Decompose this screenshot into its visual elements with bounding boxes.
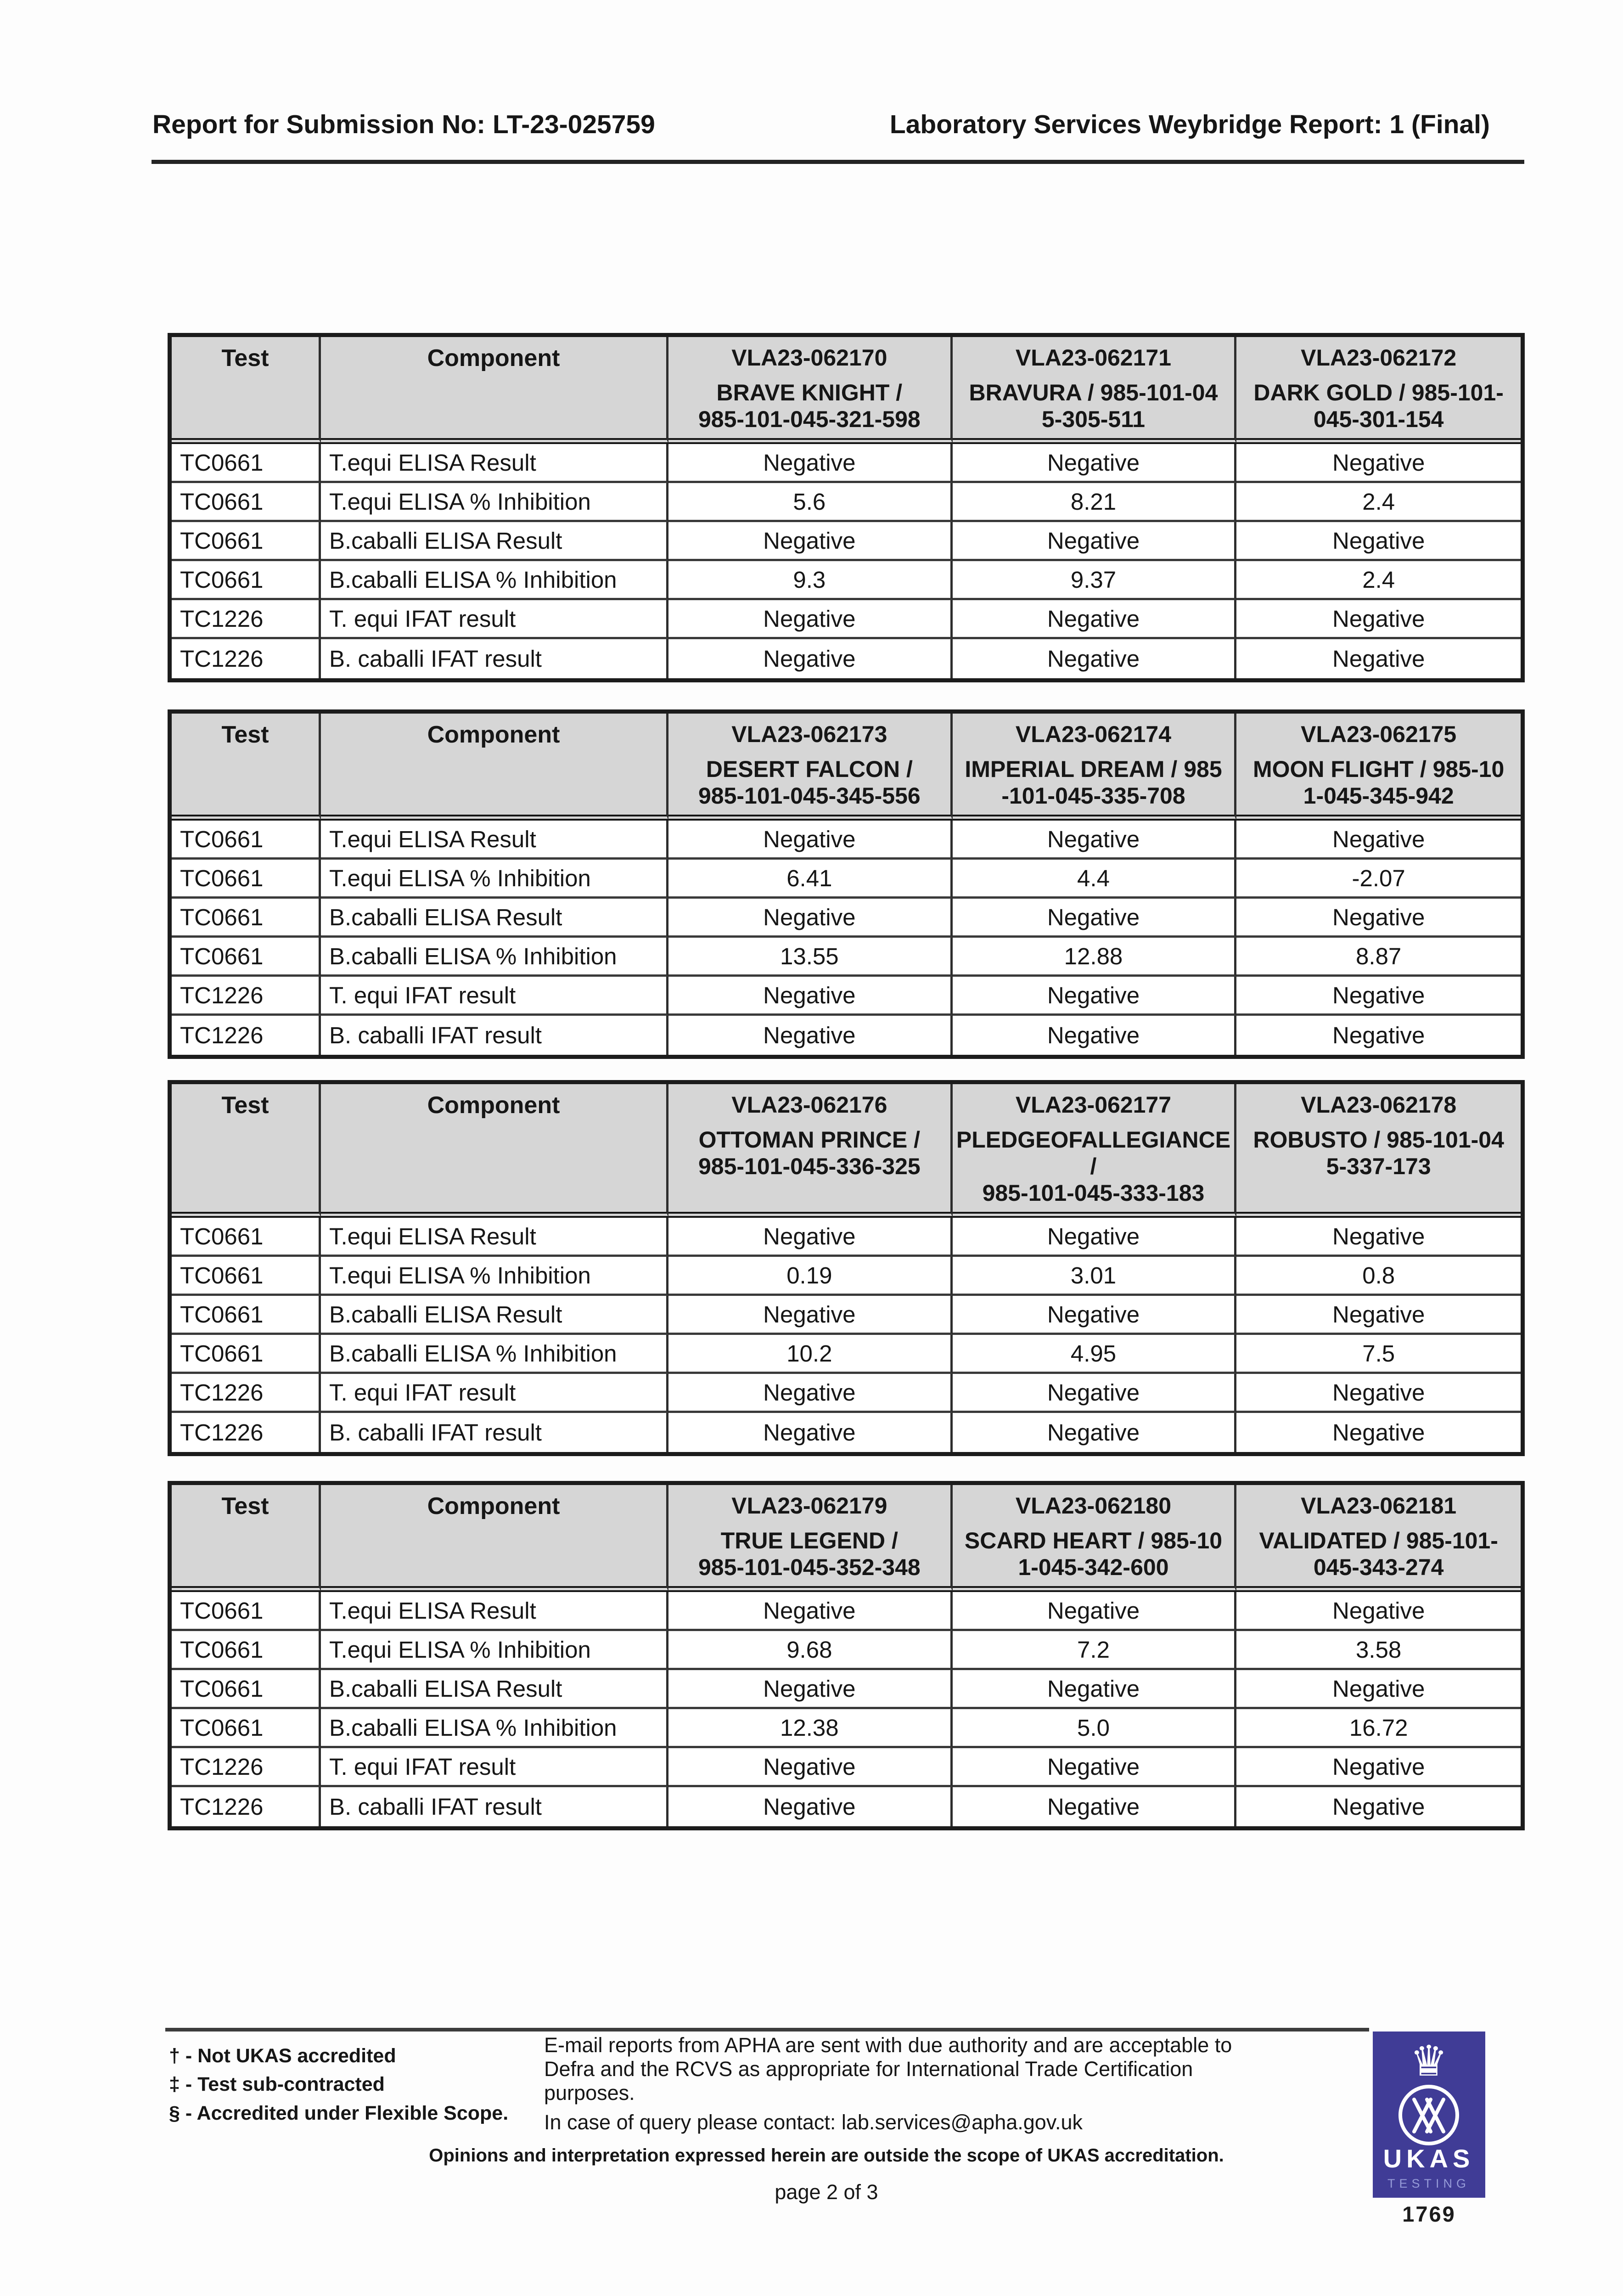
result-value-cell: Negative	[953, 1016, 1237, 1055]
result-value-cell: 9.3	[668, 561, 953, 600]
sample-name-line: BRAVE KNIGHT /	[716, 380, 903, 405]
column-header-sample	[1236, 1084, 1521, 1218]
accreditation-legend	[169, 2042, 508, 2127]
component-cell: B. caballi IFAT result	[321, 1413, 668, 1452]
result-value-cell: Negative	[953, 1748, 1237, 1787]
result-value-cell: 9.68	[668, 1631, 953, 1670]
table-row	[172, 1374, 1521, 1413]
result-value-cell: Negative	[668, 1413, 953, 1452]
column-header-sample	[1236, 337, 1521, 444]
column-header-component: Component	[321, 337, 668, 444]
legend-not-ukas: † - Not UKAS accredited	[169, 2045, 396, 2067]
test-code-cell: TC0661	[172, 444, 321, 483]
result-value-cell: 0.19	[668, 1257, 953, 1296]
result-value-cell: 12.88	[953, 938, 1237, 977]
test-code-cell: TC0661	[172, 483, 321, 522]
result-value-cell: Negative	[668, 1374, 953, 1413]
table-row	[172, 1335, 1521, 1374]
table-row	[172, 522, 1521, 561]
table-row	[172, 1218, 1521, 1257]
table-header-row	[172, 1084, 1521, 1218]
result-value-cell: Negative	[1236, 522, 1521, 561]
sample-id: VLA23-062171	[1015, 345, 1172, 371]
test-code-cell: TC1226	[172, 1413, 321, 1452]
sample-name-line: PLEDGEOFALLEGIANCE	[956, 1127, 1231, 1153]
test-code-cell: TC1226	[172, 1748, 321, 1787]
component-cell: B.caballi ELISA Result	[321, 1296, 668, 1335]
results-table-1	[168, 333, 1525, 682]
test-code-cell: TC0661	[172, 1709, 321, 1748]
sample-name-line: 985-101-045-333-183	[982, 1180, 1205, 1206]
legend-subcontracted: ‡ - Test sub-contracted	[169, 2073, 385, 2096]
table-row	[172, 444, 1521, 483]
table-row	[172, 1016, 1521, 1055]
sample-id: VLA23-062178	[1301, 1092, 1457, 1118]
sample-name-line: MOON FLIGHT / 985-10	[1253, 756, 1505, 782]
result-value-cell: Negative	[668, 821, 953, 860]
table-row	[172, 1787, 1521, 1826]
table-row	[172, 1709, 1521, 1748]
result-value-cell: Negative	[1332, 1794, 1425, 1820]
table-row	[172, 1670, 1521, 1709]
component-cell: B.caballi ELISA % Inhibition	[321, 1709, 668, 1748]
test-code-cell: TC1226	[172, 1787, 321, 1826]
column-header-sample	[668, 1084, 953, 1218]
result-value-cell: Negative	[668, 600, 953, 639]
ukas-testing-logo	[1373, 2032, 1485, 2198]
table-row	[172, 899, 1521, 938]
sample-name-line: DESERT FALCON /	[706, 756, 913, 782]
ukas-accreditation-number: 1769	[1402, 2202, 1456, 2226]
test-code-cell: TC0661	[172, 1631, 321, 1670]
test-code-cell: TC1226	[172, 1374, 321, 1413]
table-row	[172, 1631, 1521, 1670]
table-row	[172, 821, 1521, 860]
table-row	[172, 1592, 1521, 1631]
result-value-cell: Negative	[1236, 1670, 1521, 1709]
component-cell: B.caballi ELISA Result	[321, 899, 668, 938]
column-header-sample	[953, 337, 1237, 444]
result-value-cell: Negative	[1236, 821, 1521, 860]
result-value-cell: 13.55	[668, 938, 953, 977]
result-value-cell: 7.2	[953, 1631, 1237, 1670]
table-row	[172, 1296, 1521, 1335]
sample-name-line: ROBUSTO / 985-101-04	[1253, 1127, 1504, 1153]
result-value-cell: Negative	[668, 1218, 953, 1257]
result-value-cell: Negative	[668, 977, 953, 1016]
crown-icon: ♛	[1410, 2037, 1448, 2086]
result-value-cell: Negative	[953, 1374, 1237, 1413]
component-cell: T. equi IFAT result	[321, 1374, 668, 1413]
legend-flexible-scope: § - Accredited under Flexible Scope.	[169, 2102, 509, 2124]
table-row	[172, 860, 1521, 899]
result-value-cell: 3.58	[1236, 1631, 1521, 1670]
result-value-cell: 9.37	[953, 561, 1237, 600]
sample-name-line: VALIDATED / 985-101-	[1259, 1528, 1498, 1553]
result-value-cell: 4.4	[953, 860, 1237, 899]
test-code-cell: TC1226	[172, 1016, 321, 1055]
result-value-cell: Negative	[953, 1670, 1237, 1709]
component-cell: T.equi ELISA Result	[321, 821, 668, 860]
column-header-sample	[668, 337, 953, 444]
component-cell: B. caballi IFAT result	[321, 1016, 668, 1055]
result-value-cell: Negative	[1332, 1419, 1425, 1446]
sample-name-line: 5-337-173	[1326, 1154, 1431, 1179]
footer-rule	[165, 2028, 1369, 2032]
column-header-sample	[953, 714, 1237, 821]
ukas-scope-disclaimer: Opinions and interpretation expressed herein are outside the scope of UKAS accreditation.	[429, 2145, 1224, 2166]
component-cell: B.caballi ELISA Result	[321, 522, 668, 561]
component-cell: B. caballi IFAT result	[321, 1787, 668, 1826]
test-code-cell: TC0661	[172, 1296, 321, 1335]
table-row	[172, 639, 1521, 678]
page-number-label: page 2 of 3	[775, 2180, 878, 2204]
sample-id: VLA23-062176	[731, 1092, 887, 1118]
column-header-sample	[1236, 714, 1521, 821]
result-value-cell: 5.0	[953, 1709, 1237, 1748]
result-value-cell: Negative	[1236, 899, 1521, 938]
sample-id: VLA23-062172	[1301, 345, 1457, 371]
result-value-cell: Negative	[1236, 1374, 1521, 1413]
result-value-cell: Negative	[953, 444, 1237, 483]
sample-name-line: 985-101-045-345-556	[698, 783, 921, 809]
result-value-cell: 16.72	[1236, 1709, 1521, 1748]
sample-id: VLA23-062181	[1301, 1493, 1457, 1519]
email-authority-note: E-mail reports from APHA are sent with due authority and are acceptable to Defra and the RCVS as appropriate for International Trade Certification purposes.	[544, 2033, 1232, 2105]
component-cell: B.caballi ELISA % Inhibition	[321, 938, 668, 977]
result-value-cell: Negative	[668, 1670, 953, 1709]
test-code-cell: TC0661	[172, 821, 321, 860]
sample-name-line: IMPERIAL DREAM / 985	[965, 756, 1222, 782]
table-header-row	[172, 714, 1521, 821]
column-header-test: Test	[172, 1485, 321, 1592]
ukas-acronym: UKAS	[1383, 2144, 1475, 2173]
component-cell: T.equi ELISA % Inhibition	[321, 483, 668, 522]
component-cell: T.equi ELISA Result	[321, 1218, 668, 1257]
test-code-cell: TC0661	[172, 1670, 321, 1709]
component-cell: T. equi IFAT result	[321, 600, 668, 639]
column-header-sample	[953, 1084, 1237, 1218]
sample-name-line: 5-305-511	[1041, 406, 1146, 432]
sample-id: VLA23-062179	[731, 1493, 887, 1519]
result-value-cell: Negative	[1332, 646, 1425, 672]
lab-services-header: Laboratory Services Weybridge Report: 1 (Final)	[889, 110, 1490, 139]
test-code-cell: TC0661	[172, 860, 321, 899]
test-code-cell: TC0661	[172, 899, 321, 938]
result-value-cell: -2.07	[1236, 860, 1521, 899]
header-rule	[152, 160, 1524, 164]
test-code-cell: TC1226	[172, 639, 321, 678]
column-header-component: Component	[321, 1084, 668, 1218]
sample-name-line: /	[1090, 1154, 1097, 1179]
test-code-cell: TC0661	[172, 1335, 321, 1374]
sample-name-line: 045-343-274	[1313, 1554, 1444, 1580]
component-cell: T.equi ELISA Result	[321, 444, 668, 483]
result-value-cell: Negative	[668, 522, 953, 561]
test-code-cell: TC0661	[172, 938, 321, 977]
sample-id: VLA23-062177	[1015, 1092, 1172, 1118]
result-value-cell: Negative	[953, 1296, 1237, 1335]
result-value-cell: Negative	[953, 1413, 1237, 1452]
sample-id: VLA23-062170	[731, 345, 887, 371]
ukas-category: TESTING	[1387, 2177, 1471, 2190]
result-value-cell: Negative	[668, 1787, 953, 1826]
component-cell: B.caballi ELISA Result	[321, 1670, 668, 1709]
result-value-cell: 6.41	[668, 860, 953, 899]
column-header-sample	[1236, 1485, 1521, 1592]
table-row	[172, 561, 1521, 600]
sample-name-line: TRUE LEGEND /	[720, 1528, 898, 1553]
sample-name-line: 985-101-045-352-348	[698, 1554, 921, 1580]
test-code-cell: TC0661	[172, 1218, 321, 1257]
result-value-cell: Negative	[668, 899, 953, 938]
result-value-cell: 5.6	[668, 483, 953, 522]
result-value-cell: Negative	[668, 1296, 953, 1335]
result-value-cell: Negative	[1236, 1296, 1521, 1335]
result-value-cell: 2.4	[1236, 561, 1521, 600]
test-code-cell: TC0661	[172, 522, 321, 561]
table-row	[172, 600, 1521, 639]
result-value-cell: 8.87	[1236, 938, 1521, 977]
sample-name-line: DARK GOLD / 985-101-	[1253, 380, 1504, 405]
sample-id: VLA23-062174	[1015, 721, 1172, 747]
result-value-cell: Negative	[953, 522, 1237, 561]
result-value-cell: Negative	[668, 639, 953, 678]
result-value-cell: 10.2	[668, 1335, 953, 1374]
query-contact-note: In case of query please contact: lab.services@apha.gov.uk	[544, 2110, 1083, 2134]
result-value-cell: Negative	[953, 600, 1237, 639]
result-value-cell: Negative	[953, 977, 1237, 1016]
results-table-2	[168, 709, 1525, 1059]
result-value-cell: Negative	[1332, 1022, 1425, 1048]
table-row	[172, 938, 1521, 977]
results-table-3	[168, 1080, 1525, 1456]
column-header-component: Component	[321, 1485, 668, 1592]
result-value-cell: Negative	[1236, 600, 1521, 639]
result-value-cell: Negative	[1236, 977, 1521, 1016]
component-cell: B. caballi IFAT result	[321, 639, 668, 678]
sample-id: VLA23-062173	[731, 721, 887, 747]
report-submission-header: Report for Submission No: LT-23-025759	[152, 110, 655, 139]
test-code-cell: TC0661	[172, 1592, 321, 1631]
sample-name-line: -101-045-335-708	[1001, 783, 1185, 809]
sample-name-line: 985-101-045-321-598	[698, 406, 921, 432]
result-value-cell: 12.38	[668, 1709, 953, 1748]
result-value-cell: Negative	[953, 821, 1237, 860]
sample-name-line: SCARD HEART / 985-10	[964, 1528, 1223, 1553]
result-value-cell: Negative	[1236, 1218, 1521, 1257]
sample-name-line: 985-101-045-336-325	[698, 1154, 921, 1179]
test-code-cell: TC1226	[172, 977, 321, 1016]
result-value-cell: 2.4	[1236, 483, 1521, 522]
result-value-cell: Negative	[668, 1016, 953, 1055]
table-row	[172, 1413, 1521, 1452]
result-value-cell: Negative	[953, 1787, 1237, 1826]
table-header-row	[172, 1485, 1521, 1592]
sample-name-line: OTTOMAN PRINCE /	[698, 1127, 921, 1153]
table-row	[172, 483, 1521, 522]
component-cell: T.equi ELISA % Inhibition	[321, 1257, 668, 1296]
result-value-cell: Negative	[953, 639, 1237, 678]
component-cell: T.equi ELISA Result	[321, 1592, 668, 1631]
component-cell: T.equi ELISA % Inhibition	[321, 860, 668, 899]
result-value-cell: Negative	[953, 1218, 1237, 1257]
result-value-cell: Negative	[953, 1592, 1237, 1631]
result-value-cell: 4.95	[953, 1335, 1237, 1374]
column-header-test: Test	[172, 714, 321, 821]
table-row	[172, 1257, 1521, 1296]
column-header-sample	[668, 714, 953, 821]
test-code-cell: TC1226	[172, 600, 321, 639]
column-header-test: Test	[172, 1084, 321, 1218]
component-cell: T. equi IFAT result	[321, 977, 668, 1016]
component-cell: B.caballi ELISA % Inhibition	[321, 1335, 668, 1374]
column-header-test: Test	[172, 337, 321, 444]
table-row	[172, 1748, 1521, 1787]
result-value-cell: 8.21	[953, 483, 1237, 522]
component-cell: T.equi ELISA % Inhibition	[321, 1631, 668, 1670]
sample-name-line: 1-045-345-942	[1303, 783, 1454, 809]
test-code-cell: TC0661	[172, 561, 321, 600]
sample-name-line: 045-301-154	[1313, 406, 1444, 432]
result-value-cell: Negative	[1236, 444, 1521, 483]
sample-id: VLA23-062180	[1015, 1493, 1172, 1519]
component-cell: T. equi IFAT result	[321, 1748, 668, 1787]
result-value-cell: Negative	[953, 899, 1237, 938]
result-value-cell: 3.01	[953, 1257, 1237, 1296]
result-value-cell: Negative	[668, 444, 953, 483]
result-value-cell: 7.5	[1236, 1335, 1521, 1374]
component-cell: B.caballi ELISA % Inhibition	[321, 561, 668, 600]
column-header-sample	[953, 1485, 1237, 1592]
result-value-cell: Negative	[1236, 1592, 1521, 1631]
result-value-cell: Negative	[1236, 1748, 1521, 1787]
table-row	[172, 977, 1521, 1016]
results-table-4	[168, 1481, 1525, 1830]
sample-id: VLA23-062175	[1301, 721, 1457, 747]
column-header-sample	[668, 1485, 953, 1592]
result-value-cell: Negative	[668, 1748, 953, 1787]
sample-name-line: 1-045-342-600	[1018, 1554, 1169, 1580]
sample-name-line: BRAVURA / 985-101-04	[969, 380, 1218, 405]
column-header-component: Component	[321, 714, 668, 821]
result-value-cell: Negative	[668, 1592, 953, 1631]
test-code-cell: TC0661	[172, 1257, 321, 1296]
result-value-cell: 0.8	[1236, 1257, 1521, 1296]
table-header-row	[172, 337, 1521, 444]
